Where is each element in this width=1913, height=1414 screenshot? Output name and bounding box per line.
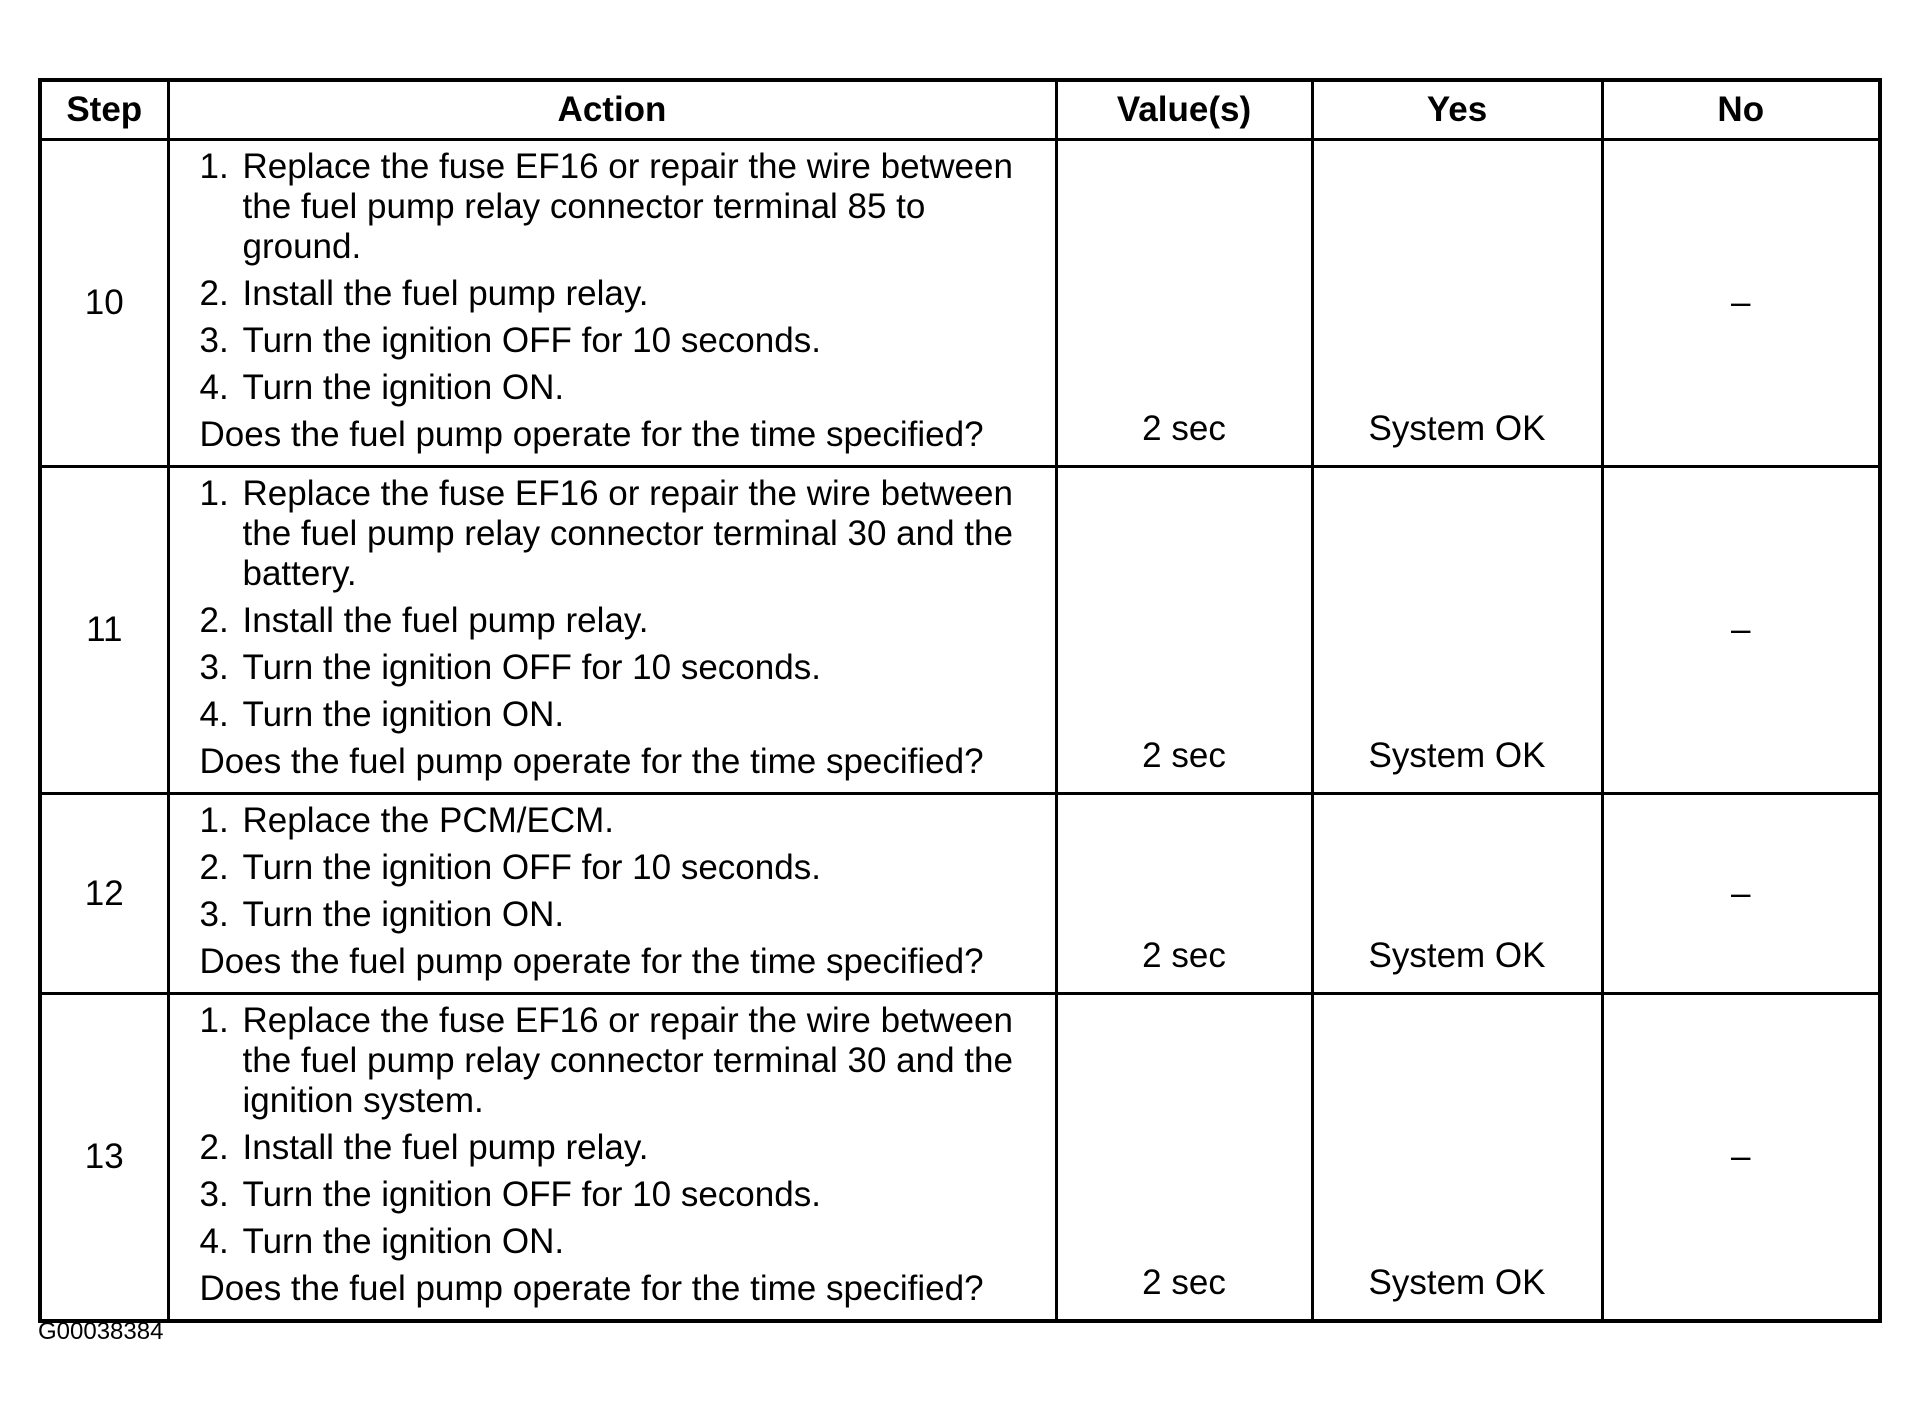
action-item [200,601,1037,641]
value-cell: 2 sec [1056,994,1312,1322]
table-row [40,140,1880,467]
action-item-text: Turn the ignition OFF for 10 seconds. [242,848,821,887]
action-item-text: Turn the ignition ON. [242,368,565,407]
action-cell [168,140,1056,467]
action-item-number: 4. [199,695,229,734]
action-item-number: 4. [199,368,229,407]
header-step: Step [40,80,168,140]
action-item-text: Install the fuel pump relay. [242,601,649,640]
action-item-text: Turn the ignition ON. [242,695,565,734]
action-item [200,474,1037,594]
action-item-text: Install the fuel pump relay. [242,1128,649,1167]
action-item [200,1001,1037,1121]
action-list [200,147,1037,408]
action-list [200,801,1037,935]
action-item-text: Replace the fuse EF16 or repair the wire between the fuel pump relay connector terminal 30 and the ignition system. [242,1001,1013,1120]
action-item [200,695,1037,735]
table-row [40,794,1880,994]
no-cell: – [1602,467,1880,794]
action-item-number: 3. [199,895,229,934]
action-item-number: 3. [199,321,229,360]
yes-cell: System OK [1312,467,1602,794]
step-cell: 10 [40,140,168,467]
action-item-number: 2. [199,274,229,313]
action-item-text: Replace the PCM/ECM. [242,801,615,840]
figure-id: G00038384 [38,1318,164,1345]
action-item-text: Turn the ignition OFF for 10 seconds. [242,1175,821,1214]
action-cell [168,994,1056,1322]
header-no: No [1602,80,1880,140]
action-cell [168,794,1056,994]
header-action: Action [168,80,1056,140]
yes-cell: System OK [1312,994,1602,1322]
action-item-number: 2. [199,1128,229,1167]
action-item-text: Replace the fuse EF16 or repair the wire between the fuel pump relay connector terminal 85 to ground. [242,147,1013,266]
action-question: Does the fuel pump operate for the time specified? [199,1269,984,1308]
action-question: Does the fuel pump operate for the time specified? [199,942,984,981]
table-body [40,140,1880,1322]
value-cell: 2 sec [1056,794,1312,994]
action-item [200,801,1037,841]
action-item-number: 2. [199,848,229,887]
action-item-number: 1. [199,1001,229,1040]
action-item [200,848,1037,888]
action-item-text: Replace the fuse EF16 or repair the wire between the fuel pump relay connector terminal 30 and the battery. [242,474,1013,593]
action-item [200,1222,1037,1262]
action-question: Does the fuel pump operate for the time specified? [199,742,984,781]
header-yes: Yes [1312,80,1602,140]
action-list [200,474,1037,735]
action-item [200,147,1037,267]
action-question: Does the fuel pump operate for the time specified? [199,415,984,454]
action-item-text: Turn the ignition OFF for 10 seconds. [242,321,821,360]
diagnostic-table [38,78,1882,1323]
action-cell [168,467,1056,794]
action-item [200,1128,1037,1168]
no-cell: – [1602,994,1880,1322]
table-row [40,467,1880,794]
action-item [200,368,1037,408]
action-item [200,1175,1037,1215]
action-item [200,274,1037,314]
no-cell: – [1602,140,1880,467]
action-item-number: 2. [199,601,229,640]
action-item-text: Turn the ignition ON. [242,1222,565,1261]
yes-cell: System OK [1312,794,1602,994]
action-item-text: Turn the ignition ON. [242,895,565,934]
action-item [200,895,1037,935]
no-cell: – [1602,794,1880,994]
action-item-text: Install the fuel pump relay. [242,274,649,313]
action-item-number: 3. [199,648,229,687]
step-cell: 11 [40,467,168,794]
action-item [200,321,1037,361]
step-cell: 13 [40,994,168,1322]
action-item-text: Turn the ignition OFF for 10 seconds. [242,648,821,687]
value-cell: 2 sec [1056,140,1312,467]
action-item [200,648,1037,688]
action-list [200,1001,1037,1262]
action-item-number: 4. [199,1222,229,1261]
action-item-number: 3. [199,1175,229,1214]
yes-cell: System OK [1312,140,1602,467]
value-cell: 2 sec [1056,467,1312,794]
table-row [40,994,1880,1322]
header-values: Value(s) [1056,80,1312,140]
action-item-number: 1. [199,801,229,840]
action-item-number: 1. [199,474,229,513]
action-item-number: 1. [199,147,229,186]
step-cell: 12 [40,794,168,994]
header-row [40,80,1880,140]
